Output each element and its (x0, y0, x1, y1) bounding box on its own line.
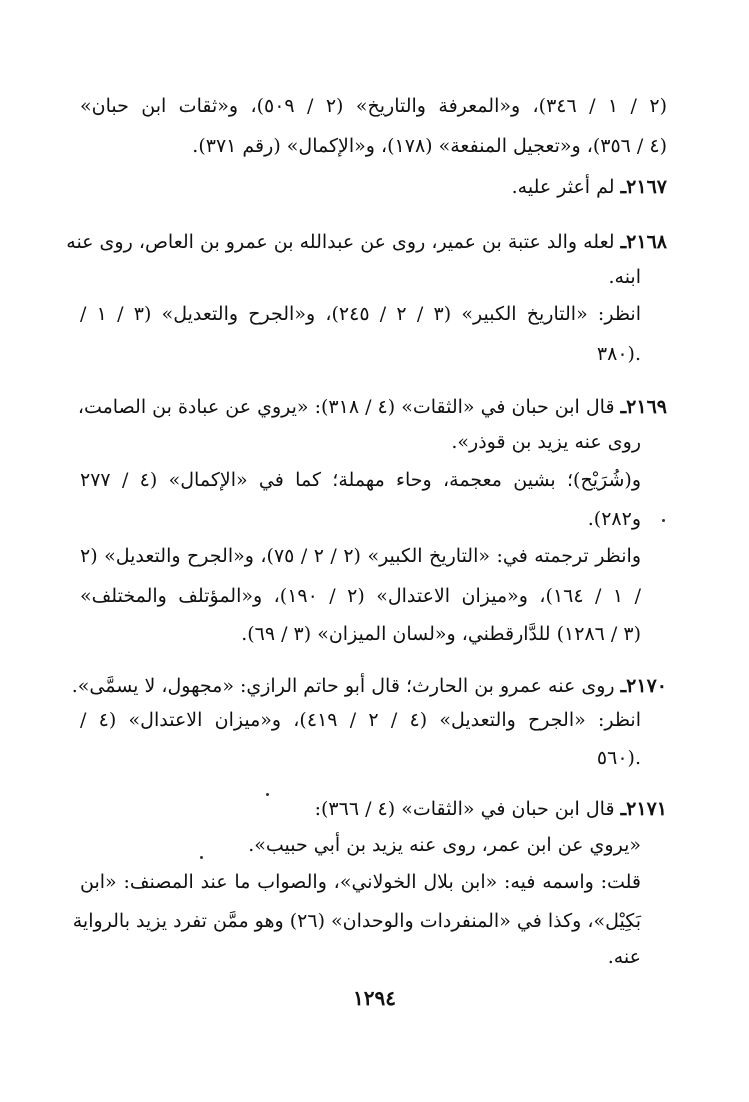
line-text: ٣٨٠). (596, 343, 641, 365)
line-text: (٤ / ٣٥٦)، و«تعجيل المنفعة» (١٧٨)، و«الإكمال» (رقم ٣٧١). (192, 135, 667, 157)
entry-number: ٢١٦٨ـ (620, 231, 667, 253)
line-text: و٢٨٢). (587, 508, 641, 530)
scan-speck (200, 856, 203, 859)
entry-2170 (71, 672, 667, 700)
text-line (80, 263, 641, 291)
line-text: انظر: «الجرح والتعديل» (٤ / ٢ / ٤١٩)، و«ميزان الاعتدال» (٤ / (80, 709, 641, 731)
text-line (80, 132, 667, 160)
entry-number: ٢١٧١ـ (620, 798, 667, 820)
entry-number: ٢١٦٧ـ (620, 176, 667, 198)
entry-2167 (80, 173, 667, 201)
line-text: قال ابن حبان في «الثقات» (٤ / ٣٦٦): (314, 798, 615, 820)
line-text: لم أعثر عليه. (511, 176, 615, 198)
text-line (80, 466, 641, 494)
text-line (80, 340, 641, 368)
line-text: (٣ / ١٢٨٦) للدَّارقطني، و«لسان الميزان» (٣ / ٦٩). (241, 623, 641, 645)
text-line (80, 706, 641, 734)
line-text: ٥٦٠). (596, 747, 641, 769)
text-line (80, 868, 641, 896)
page-number: ١٢٩٤ (353, 986, 396, 1010)
entry-number: ٢١٦٩ـ (620, 396, 667, 418)
line-text: بَكِيْل»، وكذا في «المنفردات والوحدان» (٢٦) وهو ممَّن تفرد يزيد بالرواية (72, 910, 641, 932)
text-line (80, 505, 641, 533)
text-line (80, 92, 667, 120)
line-text: انظر: «التاريخ الكبير» (٣ / ٢ / ٢٤٥)، و«الجرح والتعديل» (٣ / ١ / (80, 303, 641, 325)
entry-2168 (66, 228, 667, 256)
line-text: وانظر ترجمته في: «التاريخ الكبير» (٢ / ٢ / ٧٥)، و«الجرح والتعديل» (٢ (80, 545, 642, 567)
scan-speck (662, 519, 665, 522)
scan-speck (266, 793, 269, 796)
entry-2169 (77, 393, 667, 421)
entry-number: ٢١٧٠ـ (620, 675, 667, 697)
line-text: قال ابن حبان في «الثقات» (٤ / ٣١٨): «يروي عن عبادة بن الصامت، (77, 396, 615, 418)
text-line (80, 744, 641, 772)
line-text: و(شُرَيْح)؛ بشين معجمة، وحاء مهملة؛ كما في «الإكمال» (٤ / ٢٧٧ (80, 469, 642, 491)
text-line (72, 907, 641, 935)
text-line (80, 300, 641, 328)
line-text: / ١ / ١٦٤)، و«ميزان الاعتدال» (٢ / ١٩٠)، و«المؤتلف والمختلف» (80, 585, 641, 607)
text-line (80, 831, 641, 859)
line-text: روى عنه عمرو بن الحارث؛ قال أبو حاتم الرازي: «مجهول، لا يسمَّى». (71, 675, 615, 697)
line-text: عنه. (607, 946, 641, 968)
line-text: (٢ / ١ / ٣٤٦)، و«المعرفة والتاريخ» (٢ / ٥٠٩)، و«ثقات ابن حبان» (80, 95, 667, 117)
text-line (80, 582, 641, 610)
text-line (80, 542, 641, 570)
text-line (80, 620, 641, 648)
text-line (80, 428, 641, 456)
entry-2171 (80, 795, 667, 823)
line-text: ابنه. (608, 266, 641, 288)
line-text: «يروي عن ابن عمر، روى عنه يزيد بن أبي حبيب». (248, 834, 641, 856)
line-text: روى عنه يزيد بن قوذر». (451, 431, 641, 453)
line-text: قلت: واسمه فيه: «ابن بلال الخولاني»، والصواب ما عند المصنف: «ابن (80, 871, 641, 893)
text-line (80, 943, 641, 971)
line-text: لعله والد عتبة بن عمير، روى عن عبدالله بن عمرو بن العاص، روى عنه (66, 231, 615, 253)
